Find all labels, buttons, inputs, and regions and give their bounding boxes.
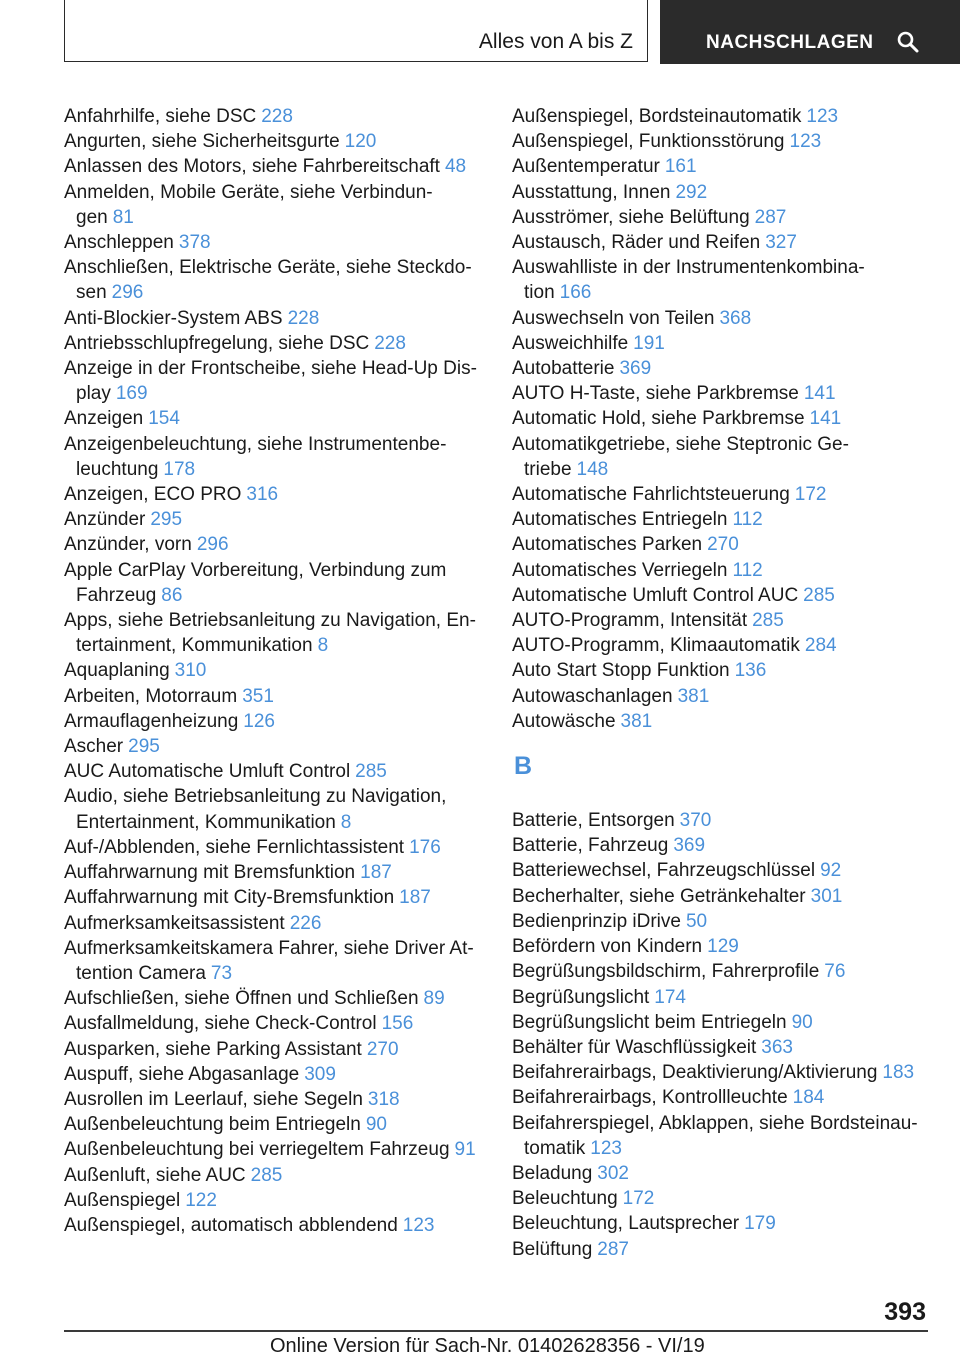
page-link[interactable]: 183 — [882, 1062, 915, 1084]
index-entry — [512, 985, 922, 1010]
page-link[interactable]: 90 — [791, 1011, 813, 1033]
entry-text: Beifahrerspiegel, Abklappen, siehe Bordsteinautomatik — [512, 1112, 918, 1159]
entry-text: Befördern von Kindern — [512, 936, 703, 958]
index-entry — [512, 1237, 922, 1262]
entry-text: Beleuchtung — [512, 1188, 618, 1210]
page-link[interactable]: 141 — [809, 408, 842, 430]
page-link[interactable]: 76 — [824, 961, 846, 983]
page-link[interactable]: 169 — [115, 383, 148, 405]
index-entry — [512, 884, 922, 909]
entry-text: Anzeigen — [64, 408, 144, 430]
index-entry — [64, 1163, 478, 1188]
index-entry — [512, 1211, 922, 1236]
footer-divider — [64, 1330, 928, 1332]
entry-text: Aufmerksamkeitskamera Fahrer, siehe Driver Attention Camera — [64, 937, 474, 984]
entry-text: AUTO-Programm, Klimaautomatik — [512, 635, 800, 657]
index-entry — [512, 658, 922, 683]
index-entry — [512, 331, 922, 356]
entry-text: Auf-/Abblenden, siehe Fernlichtassistent — [64, 836, 405, 858]
page-link[interactable]: 81 — [112, 206, 134, 228]
page-link[interactable]: 302 — [597, 1162, 629, 1184]
page-link[interactable]: 8 — [340, 811, 352, 833]
index-entry — [512, 205, 922, 230]
page-link[interactable]: 285 — [250, 1164, 283, 1186]
entry-text: Anlassen des Motors, siehe Fahrbereitschaft — [64, 156, 440, 178]
entry-text: Automatisches Entriegeln — [512, 509, 728, 531]
index-entry — [512, 356, 922, 381]
index-entry — [512, 608, 922, 633]
index-entry — [512, 154, 922, 179]
page-link[interactable]: 228 — [287, 307, 320, 329]
entry-text: Automatische Fahrlichtsteuerung — [512, 484, 790, 506]
index-entry — [512, 1111, 922, 1161]
entry-text: Anschließen, Elektrische Geräte, siehe Steckdosen — [64, 257, 472, 304]
footer-text: Online Version für Sach-Nr. 01402628356 - VI/19 — [270, 1335, 705, 1357]
index-entry — [512, 1010, 922, 1035]
index-entry — [64, 1137, 478, 1162]
index-entry — [512, 909, 922, 934]
entry-text: Ausrollen im Leerlauf, siehe Segeln — [64, 1088, 363, 1110]
index-entry — [512, 583, 922, 608]
index-entry — [64, 129, 478, 154]
entry-text: Außenbeleuchtung beim Entriegeln — [64, 1114, 361, 1136]
index-entry — [512, 858, 922, 883]
index-entry — [512, 709, 922, 734]
entry-text: Auffahrwarnung mit Bremsfunktion — [64, 862, 356, 884]
page-link[interactable]: 327 — [765, 232, 797, 254]
page-link[interactable]: 172 — [622, 1188, 655, 1210]
page-link[interactable]: 287 — [597, 1238, 629, 1260]
index-entry — [512, 1161, 922, 1186]
index-entry — [64, 911, 478, 936]
page-link[interactable]: 369 — [619, 358, 652, 380]
page-link[interactable]: 154 — [148, 408, 180, 430]
index-entry — [512, 432, 922, 482]
page-link[interactable]: 122 — [185, 1189, 217, 1211]
page-link[interactable]: 295 — [128, 736, 160, 758]
index-entry — [512, 1060, 922, 1085]
index-entry — [64, 406, 478, 431]
entry-text: Anti-Blockier-System ABS — [64, 307, 283, 329]
index-entry — [512, 684, 922, 709]
entry-text: Austausch, Räder und Reifen — [512, 232, 761, 254]
index-entry — [64, 1188, 478, 1213]
page-link[interactable]: 120 — [344, 131, 377, 153]
page-link[interactable]: 161 — [664, 156, 697, 178]
index-entry — [64, 1213, 478, 1238]
index-entry — [64, 709, 478, 734]
index-entry — [64, 986, 478, 1011]
page-link[interactable]: 8 — [317, 635, 329, 657]
page-link[interactable]: 363 — [761, 1036, 793, 1058]
index-entry — [512, 406, 922, 431]
page-link[interactable]: 228 — [261, 106, 293, 127]
index-entry — [512, 808, 922, 833]
page-link[interactable]: 310 — [174, 660, 207, 682]
page-link[interactable]: 285 — [803, 584, 835, 606]
page-link[interactable]: 50 — [685, 910, 708, 932]
entry-text: Autobatterie — [512, 358, 615, 380]
entry-text: Batteriewechsel, Fahrzeugschlüssel — [512, 860, 816, 882]
page-link[interactable]: 129 — [707, 936, 739, 958]
index-entry — [512, 959, 922, 984]
page-link[interactable]: 187 — [399, 887, 431, 909]
entry-text: Beifahrerairbags, Deaktivierung/Aktivierung — [512, 1062, 878, 1084]
index-group-a — [512, 104, 922, 734]
entry-text: Ausstattung, Innen — [512, 181, 671, 203]
page-link[interactable]: 123 — [402, 1214, 435, 1236]
page-link[interactable]: 48 — [444, 156, 467, 178]
page-link[interactable]: 292 — [675, 181, 708, 203]
index-entry — [64, 835, 478, 860]
index-entry — [64, 1011, 478, 1036]
page-link[interactable]: 156 — [381, 1013, 414, 1035]
index-entry — [64, 608, 478, 658]
index-entry — [64, 180, 478, 230]
index-entry — [64, 154, 478, 179]
page-link[interactable]: 91 — [454, 1139, 476, 1161]
entry-text: AUTO H-Taste, siehe Parkbremse — [512, 383, 799, 405]
index-entry — [64, 1062, 478, 1087]
index-entry — [512, 104, 922, 129]
page-link[interactable]: 178 — [163, 458, 196, 480]
page-link[interactable]: 90 — [365, 1114, 387, 1136]
entry-text: Arbeiten, Motorraum — [64, 685, 238, 707]
entry-text: Anschleppen — [64, 232, 174, 254]
page-link[interactable]: 381 — [677, 685, 710, 707]
page-link[interactable]: 187 — [360, 862, 392, 884]
page-link[interactable]: 381 — [620, 710, 653, 732]
entry-text: Außenspiegel, Funktionsstörung — [512, 131, 785, 153]
page-link[interactable]: 191 — [633, 332, 665, 354]
index-entry — [64, 1087, 478, 1112]
page-link[interactable]: 228 — [374, 332, 406, 354]
page-link[interactable]: 184 — [792, 1087, 825, 1109]
page-link[interactable]: 285 — [355, 761, 387, 783]
index-entry — [64, 558, 478, 608]
page-link[interactable]: 73 — [210, 962, 233, 984]
index-entry — [512, 230, 922, 255]
entry-text: Automatisches Parken — [512, 534, 703, 556]
entry-text: Beifahrerairbags, Kontrollleuchte — [512, 1087, 788, 1109]
entry-text: Aufschließen, siehe Öffnen und Schließen — [64, 988, 419, 1010]
page-link[interactable]: 270 — [707, 534, 739, 556]
section-letter-b: B — [514, 752, 533, 781]
index-column-left — [64, 104, 478, 1238]
page-link[interactable]: 296 — [111, 282, 144, 304]
page-link[interactable]: 123 — [789, 131, 822, 153]
entry-text: Ausfallmeldung, siehe Check-Control — [64, 1013, 377, 1035]
index-entry — [64, 507, 478, 532]
index-entry — [512, 633, 922, 658]
entry-text: Außentemperatur — [512, 156, 660, 178]
entry-text: Antriebsschlupfregelung, siehe DSC — [64, 332, 370, 354]
index-entry — [64, 532, 478, 557]
entry-text: Batterie, Entsorgen — [512, 810, 675, 832]
index-entry — [512, 507, 922, 532]
entry-text: Anzeigen, ECO PRO — [64, 484, 242, 506]
entry-text: Apps, siehe Betriebsanleitung zu Navigation, Entertainment, Kommunikation — [64, 610, 476, 657]
index-entry — [64, 1037, 478, 1062]
entry-text: Ausweichhilfe — [512, 332, 629, 354]
entry-text: Aquaplaning — [64, 660, 170, 682]
index-entry — [512, 1035, 922, 1060]
nav-label: NACHSCHLAGEN — [706, 32, 874, 53]
entry-text: AUTO-Programm, Intensität — [512, 610, 748, 632]
entry-text: Außenbeleuchtung bei verriegeltem Fahrzeug — [64, 1139, 450, 1161]
page-link[interactable]: 123 — [590, 1137, 622, 1159]
entry-text: Ausparken, siehe Parking Assistant — [64, 1038, 362, 1060]
page-link[interactable]: 126 — [243, 710, 275, 732]
header-section-box — [64, 0, 648, 62]
index-entry — [512, 558, 922, 583]
index-entry — [64, 230, 478, 255]
entry-text: Anzeige in der Frontscheibe, siehe Head-Up Display — [64, 358, 477, 405]
entry-text: Außenluft, siehe AUC — [64, 1164, 246, 1186]
index-entry — [512, 1186, 922, 1211]
entry-text: Anzeigenbeleuchtung, siehe Instrumentenbeleuchtung — [64, 433, 447, 480]
entry-text: Belüftung — [512, 1238, 593, 1260]
entry-text: Begrüßungslicht — [512, 986, 650, 1008]
entry-text: Auspuff, siehe Abgasanlage — [64, 1063, 300, 1085]
entry-text: Auto Start Stopp Funktion — [512, 660, 730, 682]
index-entry — [64, 356, 478, 406]
entry-text: Anzünder — [64, 509, 146, 531]
page-link[interactable]: 148 — [576, 458, 609, 480]
page-link[interactable]: 226 — [289, 912, 322, 934]
entry-text: Automatische Umluft Control AUC — [512, 584, 799, 606]
index-entry — [64, 734, 478, 759]
entry-text: Behälter für Waschflüssigkeit — [512, 1036, 757, 1058]
page-link[interactable]: 89 — [423, 988, 445, 1010]
index-entry — [64, 658, 478, 683]
page-link[interactable]: 369 — [673, 835, 706, 857]
index-entry — [512, 255, 922, 305]
page-link[interactable]: 136 — [734, 660, 767, 682]
page-link[interactable]: 270 — [366, 1038, 399, 1060]
entry-text: Autowäsche — [512, 710, 616, 732]
index-entry — [64, 860, 478, 885]
page-number: 393 — [884, 1298, 926, 1326]
index-entry — [512, 833, 922, 858]
page-link[interactable]: 351 — [242, 685, 274, 707]
page-link[interactable]: 284 — [804, 635, 837, 657]
entry-text: Auswechseln von Teilen — [512, 307, 715, 329]
entry-text: Außenspiegel, automatisch abblendend — [64, 1214, 398, 1236]
entry-text: Beladung — [512, 1162, 593, 1184]
index-entry — [64, 306, 478, 331]
search-icon[interactable] — [896, 30, 920, 54]
index-entry — [512, 1085, 922, 1110]
index-entry — [512, 180, 922, 205]
index-entry — [512, 532, 922, 557]
page-link[interactable]: 166 — [559, 282, 592, 304]
page-link[interactable]: 295 — [150, 509, 183, 531]
page-link[interactable]: 174 — [654, 986, 686, 1008]
index-entry — [64, 684, 478, 709]
index-entry — [64, 331, 478, 356]
page-link[interactable]: 301 — [810, 885, 843, 907]
entry-text: Begrüßungsbildschirm, Fahrerprofile — [512, 961, 820, 983]
entry-text: Ascher — [64, 736, 124, 758]
page-link[interactable]: 318 — [367, 1088, 400, 1110]
page-link[interactable]: 179 — [744, 1213, 776, 1235]
entry-text: Angurten, siehe Sicherheitsgurte — [64, 131, 340, 153]
entry-text: Auffahrwarnung mit City-Bremsfunktion — [64, 887, 395, 909]
entry-text: Becherhalter, siehe Getränkehalter — [512, 885, 806, 907]
index-entry — [512, 306, 922, 331]
page-link[interactable]: 285 — [752, 610, 784, 632]
entry-text: Automatikgetriebe, siehe Steptronic Getriebe — [512, 433, 849, 480]
page-link[interactable]: 123 — [806, 106, 839, 127]
index-entry — [512, 934, 922, 959]
index-entry — [64, 885, 478, 910]
page-link[interactable]: 287 — [754, 206, 787, 228]
index-entry — [512, 129, 922, 154]
entry-text: Audio, siehe Betriebsanleitung zu Navigation, Entertainment, Kommunikation — [64, 786, 447, 833]
entry-text: Außenspiegel, Bordsteinautomatik — [512, 106, 802, 127]
index-entry — [64, 255, 478, 305]
index-entry — [64, 104, 478, 129]
index-entry — [64, 784, 478, 834]
nav-tab-nachschlagen[interactable] — [660, 0, 960, 64]
entry-text: Batterie, Fahrzeug — [512, 835, 669, 857]
page-link[interactable]: 86 — [161, 584, 183, 606]
index-entry — [64, 1112, 478, 1137]
entry-text: Anmelden, Mobile Geräte, siehe Verbindungen — [64, 181, 433, 228]
entry-text: Automatic Hold, siehe Parkbremse — [512, 408, 805, 430]
page-link[interactable]: 368 — [719, 307, 752, 329]
entry-text: Anzünder, vorn — [64, 534, 192, 556]
entry-text: Auswahlliste in der Instrumentenkombination — [512, 257, 865, 304]
page-link[interactable]: 378 — [178, 232, 211, 254]
index-entry — [64, 759, 478, 784]
index-entry — [512, 482, 922, 507]
entry-text: Aufmerksamkeitsassistent — [64, 912, 285, 934]
index-column-right — [512, 104, 922, 1262]
section-title: Alles von A bis Z — [478, 30, 633, 53]
page-link[interactable]: 176 — [409, 836, 441, 858]
entry-text: Automatisches Verriegeln — [512, 559, 728, 581]
entry-text: Beleuchtung, Lautsprecher — [512, 1213, 740, 1235]
index-entry — [64, 482, 478, 507]
index-entry — [64, 936, 478, 986]
entry-text: Bedienprinzip iDrive — [512, 910, 681, 932]
entry-text: Anfahrhilfe, siehe DSC — [64, 106, 257, 127]
entry-text: Armauflagenheizung — [64, 710, 239, 732]
page-link[interactable]: 316 — [246, 484, 279, 506]
page-link[interactable]: 92 — [820, 860, 842, 882]
index-group-b — [512, 808, 922, 1262]
page-link[interactable]: 112 — [732, 509, 763, 531]
entry-text: AUC Automatische Umluft Control — [64, 761, 351, 783]
entry-text: Ausströmer, siehe Belüftung — [512, 206, 750, 228]
index-entry — [64, 432, 478, 482]
page-link[interactable]: 141 — [803, 383, 836, 405]
index-entry — [512, 381, 922, 406]
page-link[interactable]: 112 — [732, 559, 763, 581]
page-link[interactable]: 370 — [679, 810, 712, 832]
page-link[interactable]: 309 — [304, 1063, 336, 1085]
page-link[interactable]: 172 — [794, 484, 827, 506]
page-link[interactable]: 296 — [196, 534, 229, 556]
entry-text: Apple CarPlay Vorbereitung, Verbindung zum Fahrzeug — [64, 559, 447, 606]
entry-text: Autowaschanlagen — [512, 685, 673, 707]
entry-text: Begrüßungslicht beim Entriegeln — [512, 1011, 787, 1033]
entry-text: Außenspiegel — [64, 1189, 181, 1211]
